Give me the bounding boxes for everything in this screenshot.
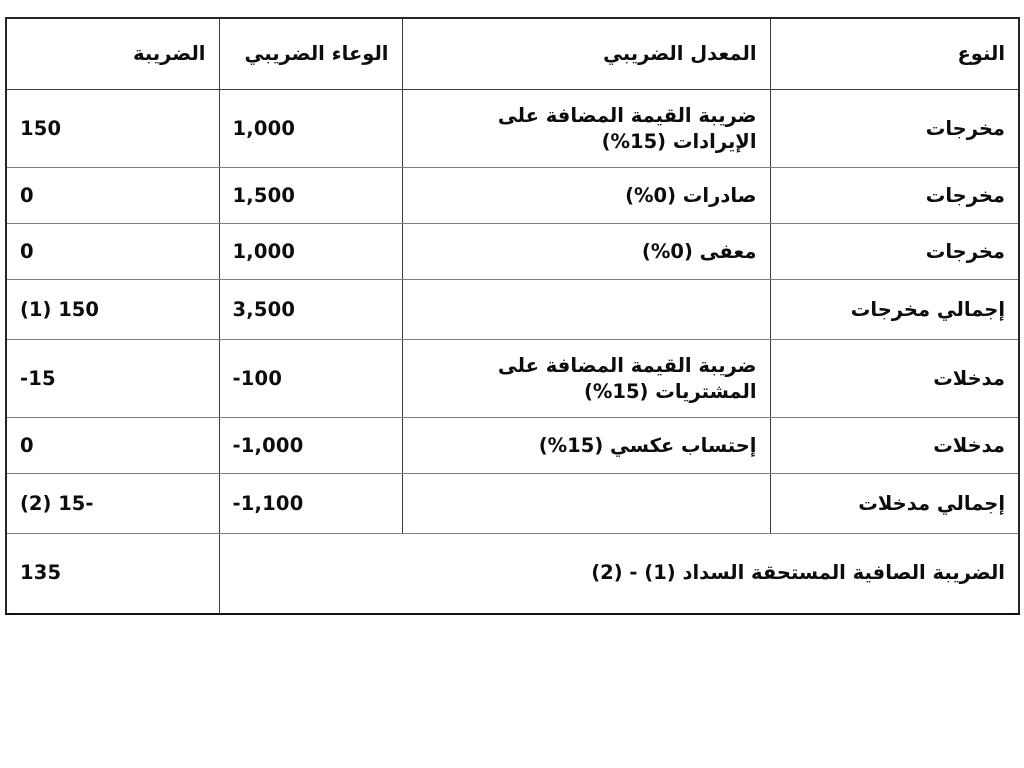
table-row-net-tax [6,534,1019,614]
column-header-tax-base: الوعاء الضريبي [219,18,402,90]
cell-tax-amount: 0 [6,168,219,224]
vat-summary-table [5,17,1020,615]
cell-type: مدخلات [770,418,1019,474]
table-row [6,418,1019,474]
cell-tax-amount: 0 [6,224,219,280]
table-row-subtotal [6,474,1019,534]
table-body [6,90,1019,614]
cell-type: مدخلات [770,340,1019,418]
cell-tax-amount: 150 (1) [6,280,219,340]
cell-type: مخرجات [770,90,1019,168]
cell-tax-rate: ضريبة القيمة المضافة على المشتريات (15%) [402,340,770,418]
cell-tax-rate: إحتساب عكسي (15%) [402,418,770,474]
table-row [6,90,1019,168]
table-row-subtotal [6,280,1019,340]
cell-tax-base: -100 [219,340,402,418]
cell-tax-base: 1,000 [219,90,402,168]
table-row [6,168,1019,224]
cell-tax-rate [402,280,770,340]
cell-tax-base: 3,500 [219,280,402,340]
cell-type: إجمالي مخرجات [770,280,1019,340]
column-header-tax-amount: الضريبة [6,18,219,90]
column-header-type: النوع [770,18,1019,90]
cell-tax-base: 1,000 [219,224,402,280]
column-header-tax-rate: المعدل الضريبي [402,18,770,90]
cell-tax-base: -1,100 [219,474,402,534]
cell-tax-amount: 150 [6,90,219,168]
net-tax-label: الضريبة الصافية المستحقة السداد (1) - (2) [219,534,1019,614]
table-header-row [6,18,1019,90]
table-row [6,224,1019,280]
cell-tax-rate: معفى (0%) [402,224,770,280]
cell-tax-base: 1,500 [219,168,402,224]
cell-tax-rate: ضريبة القيمة المضافة على الإيرادات (15%) [402,90,770,168]
cell-type: مخرجات [770,224,1019,280]
cell-tax-amount: 0 [6,418,219,474]
cell-type: إجمالي مدخلات [770,474,1019,534]
cell-tax-rate [402,474,770,534]
cell-tax-amount: -15 (2) [6,474,219,534]
net-tax-value: 135 [6,534,219,614]
cell-tax-amount: -15 [6,340,219,418]
table-row [6,340,1019,418]
cell-tax-base: -1,000 [219,418,402,474]
table-header [6,18,1019,90]
cell-type: مخرجات [770,168,1019,224]
cell-tax-rate: صادرات (0%) [402,168,770,224]
